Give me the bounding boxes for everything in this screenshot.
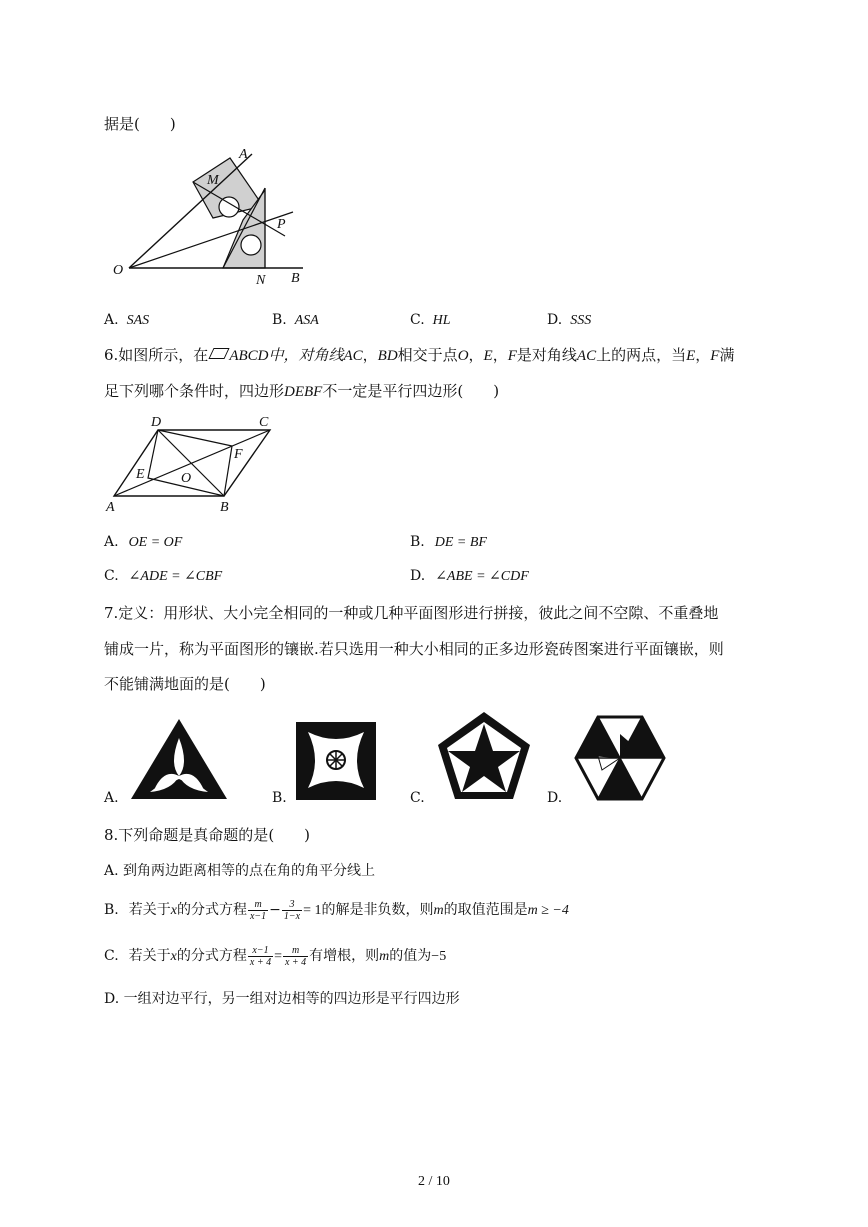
- parallelogram-icon: [209, 348, 230, 359]
- q5-option-b: B. ASA: [272, 312, 319, 328]
- q8-option-a: A. 到角两边距离相等的点在角的角平分线上: [104, 863, 376, 879]
- q8-b-fraction-1: $\frac{m}{x-1}$: [249, 898, 267, 922]
- q5-ray-op: [129, 212, 293, 268]
- q6-label-a: A: [106, 500, 115, 515]
- q6-option-a: A. OE = OF: [104, 534, 183, 550]
- q7-option-b: B.: [272, 790, 287, 806]
- q6-label-d: D: [151, 415, 162, 430]
- q5-option-c: C. HL: [410, 312, 451, 328]
- q6-stem-line1: 6.如图所示，在 ABCD中，对角线AC，BD相交于点O，E，F是对角线AC上的两点，当E，F满: [104, 346, 735, 364]
- q5-label-p: P: [277, 217, 286, 232]
- q8-stem: 8.下列命题是真命题的是( ): [104, 826, 311, 844]
- q7-option-a: A.: [104, 790, 119, 806]
- q8-option-d: D. 一组对边平行，另一组对边相等的四边形是平行四边形: [104, 991, 460, 1007]
- page-number: 2 / 10: [418, 1174, 450, 1189]
- q6-quadrilateral-debf: [148, 430, 232, 496]
- q7-stem-line3: 不能铺满地面的是( ): [104, 675, 266, 693]
- q7-option-c: C.: [410, 790, 425, 806]
- q8-option-c: C. 若关于x的分式方程 $\frac{x-1}{x + 4}$ = $\frac{m}{x + 4}$ 有增根，则m的值为−5: [104, 944, 447, 968]
- q6-option-b: B. DE = BF: [410, 534, 487, 550]
- q8-b-fraction-2: $\frac{3}{1-x}$: [283, 898, 301, 922]
- q5-option-a: A. SAS: [104, 312, 150, 328]
- q5-label-a: A: [239, 147, 248, 162]
- q5-angle-bisector-figure: [105, 142, 315, 290]
- q5-label-b: B: [291, 271, 300, 286]
- q5-tail: 据是( ): [104, 115, 176, 133]
- q8-c-fraction-2: $\frac{m}{x + 4}$: [284, 944, 307, 968]
- square-tile-icon: [294, 720, 378, 802]
- q5-lower-hole-icon: [241, 235, 261, 255]
- q6-label-e: E: [136, 467, 145, 482]
- q7-stem-line2: 铺成一片，称为平面图形的镶嵌.若只选用一种大小相同的正多边形瓷砖图案进行平面镶嵌，则: [104, 640, 724, 658]
- pentagon-star-tile-icon: [436, 710, 532, 802]
- q6-option-d: D. ∠ABE = ∠CDF: [410, 568, 529, 584]
- q5-label-m: M: [207, 173, 219, 188]
- q6-option-c: C. ∠ADE = ∠CBF: [104, 568, 223, 584]
- q5-label-o: O: [113, 263, 124, 278]
- q6-label-f: F: [234, 447, 243, 462]
- hexagon-tile-icon: [574, 714, 666, 802]
- q6-stem-line2: 足下列哪个条件时，四边形DEBF不一定是平行四边形( ): [104, 382, 500, 400]
- q6-parallelogram-figure: [104, 410, 280, 516]
- q6-label-b: B: [220, 500, 229, 515]
- q6-diagonal-bd: [158, 430, 224, 496]
- q7-option-d: D.: [547, 790, 563, 806]
- q5-label-n: N: [256, 273, 266, 288]
- q6-label-o: O: [181, 471, 192, 486]
- triangle-tile-icon: [128, 716, 230, 802]
- q5-option-d: D. SSS: [547, 312, 592, 328]
- q6-label-c: C: [259, 415, 269, 430]
- q8-c-fraction-1: $\frac{x-1}{x + 4}$: [249, 944, 272, 968]
- q7-stem-line1: 7.定义：用形状、大小完全相同的一种或几种平面图形进行拼接，彼此之间不空隙、不重叠地: [104, 604, 719, 622]
- q8-option-b: B. 若关于x的分式方程 $\frac{m}{x-1}$ − $\frac{3}{1-x}$ = 1的解是非负数，则m的取值范围是m ≥ −4: [104, 898, 569, 922]
